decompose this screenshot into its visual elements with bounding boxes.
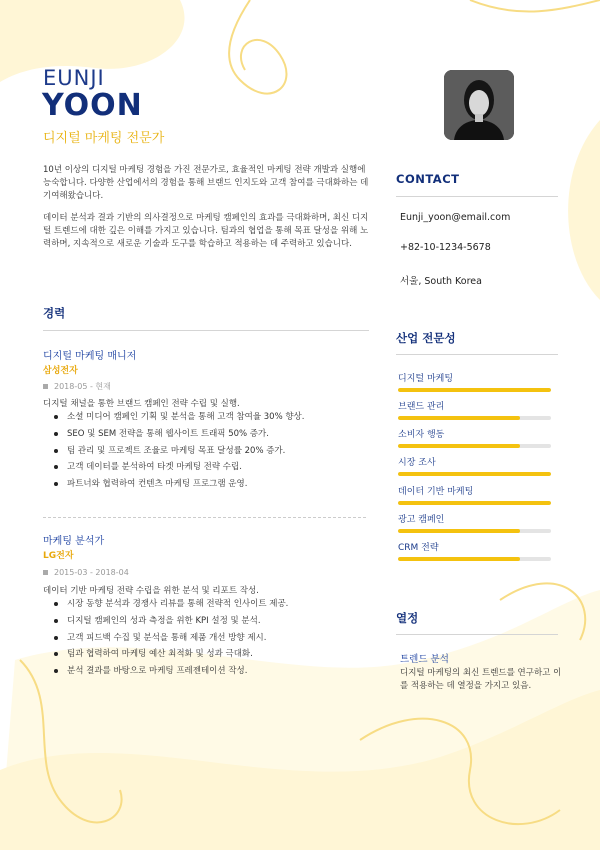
divider bbox=[396, 634, 558, 635]
job-role: 디지털 마케팅 매니저 bbox=[43, 351, 137, 362]
job-title: 디지털 마케팅 전문가 bbox=[43, 131, 165, 146]
skill-label: CRM 전략 bbox=[398, 543, 439, 553]
job-period: 2018-05 - 현재 bbox=[43, 381, 111, 392]
job-description: 데이터 기반 마케팅 전략 수립을 위한 분석 및 리포트 작성. bbox=[43, 586, 259, 596]
email-text: Eunji_yoon@email.com bbox=[400, 212, 511, 223]
skill-bar bbox=[398, 472, 551, 476]
list-item: 디지털 캠페인의 성과 측정을 위한 KPI 설정 및 분석. bbox=[54, 615, 288, 632]
calendar-icon bbox=[43, 570, 48, 575]
skill-label: 디지털 마케팅 bbox=[398, 374, 454, 384]
skill-bar-fill bbox=[398, 472, 551, 476]
divider bbox=[43, 330, 369, 331]
experience-heading: 경력 bbox=[43, 306, 66, 320]
skill-bar-fill bbox=[398, 388, 551, 392]
company-name: LG전자 bbox=[43, 551, 74, 561]
skill-label: 광고 캠페인 bbox=[398, 515, 445, 525]
skill-label: 소비자 행동 bbox=[398, 430, 445, 440]
list-item: 팀과 협력하여 마케팅 예산 최적화 및 성과 극대화. bbox=[54, 648, 288, 665]
skill-bar bbox=[398, 444, 551, 448]
skill-bar bbox=[398, 557, 551, 561]
job-period: 2015-03 - 2018-04 bbox=[43, 568, 129, 577]
summary-paragraph: 데이터 분석과 결과 기반의 의사결정으로 마케팅 캠페인의 효과를 극대화하며, 최신 디지털 트렌드에 대한 깊은 이해를 가지고 있습니다. 팀과의 협업을 통해 목표 달성을 위해 노력하며, 지속적으로 새로운 기술과 도구를 학습하고 적용하는 데 주력하고 있습니다. bbox=[43, 213, 369, 249]
skill-bar-fill bbox=[398, 444, 520, 448]
list-item: 고객 데이터를 분석하여 타겟 마케팅 전략 수립. bbox=[54, 461, 304, 478]
skill-bar-fill bbox=[398, 557, 520, 561]
skill-label: 데이터 기반 마케팅 bbox=[398, 487, 474, 497]
list-item: 소셜 미디어 캠페인 기획 및 분석을 통해 고객 참여율 30% 향상. bbox=[54, 411, 304, 428]
skill-bar bbox=[398, 501, 551, 505]
summary-paragraph: 10년 이상의 디지털 마케팅 경험을 가진 전문가로, 효율적인 마케팅 전략 개발과 실행에 능숙합니다. 다양한 산업에서의 경험을 통해 브랜드 인지도와 고객 참여를 극대화하는 데 기여해왔습니다. bbox=[43, 165, 369, 201]
company-name: 삼성전자 bbox=[43, 366, 78, 376]
skill-bar-fill bbox=[398, 416, 520, 420]
list-item: 분석 결과를 바탕으로 마케팅 프레젠테이션 작성. bbox=[54, 665, 288, 682]
divider bbox=[43, 517, 366, 518]
list-item: SEO 및 SEM 전략을 통해 웹사이트 트래픽 50% 증가. bbox=[54, 428, 304, 445]
skill-bar bbox=[398, 388, 551, 392]
list-item: 고객 피드백 수집 및 분석을 통해 제품 개선 방향 제시. bbox=[54, 632, 288, 649]
skill-bar-fill bbox=[398, 501, 551, 505]
passion-heading: 열정 bbox=[396, 611, 419, 625]
location-text: 서울, South Korea bbox=[400, 276, 482, 287]
first-name: EUNJI bbox=[43, 66, 105, 90]
skill-bar bbox=[398, 529, 551, 533]
job-role: 마케팅 분석가 bbox=[43, 536, 105, 547]
skill-bar-fill bbox=[398, 529, 520, 533]
skills-heading: 산업 전문성 bbox=[396, 331, 456, 345]
phone-text: +82-10-1234-5678 bbox=[400, 242, 491, 253]
list-item: 시장 동향 분석과 경쟁사 리뷰를 통해 전략적 인사이트 제공. bbox=[54, 598, 288, 615]
divider bbox=[396, 196, 558, 197]
list-item: 팀 관리 및 프로젝트 조율로 마케팅 목표 달성률 20% 증가. bbox=[54, 445, 304, 462]
job-bullets bbox=[54, 411, 304, 495]
divider bbox=[396, 354, 558, 355]
job-bullets bbox=[54, 598, 288, 682]
skill-label: 브랜드 관리 bbox=[398, 402, 445, 412]
calendar-icon bbox=[43, 384, 48, 389]
list-item: 파트너와 협력하여 컨텐츠 마케팅 프로그램 운영. bbox=[54, 478, 304, 495]
skill-bar bbox=[398, 416, 551, 420]
passion-item-description: 디지털 마케팅의 최신 트렌드를 연구하고 이를 적용하는 데 열정을 가지고 있음. bbox=[400, 668, 562, 691]
profile-photo bbox=[444, 70, 514, 140]
contact-heading: CONTACT bbox=[396, 172, 460, 186]
passion-item-title: 트렌드 분석 bbox=[400, 654, 449, 665]
last-name: YOON bbox=[42, 88, 143, 123]
job-description: 디지털 채널을 통한 브랜드 캠페인 전략 수립 및 실행. bbox=[43, 399, 240, 409]
skill-label: 시장 조사 bbox=[398, 458, 436, 468]
